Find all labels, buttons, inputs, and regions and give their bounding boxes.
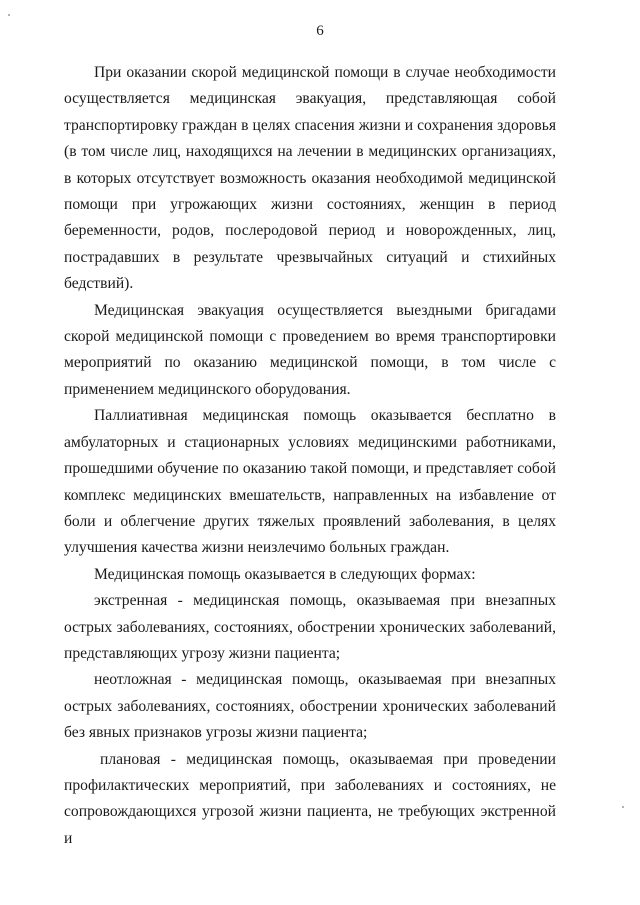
scan-speck — [622, 806, 624, 808]
page-number: 6 — [316, 23, 324, 39]
paragraph-care-forms: Медицинская помощь оказывается в следующих формах: — [94, 565, 476, 583]
paragraph-palliative-care: Паллиативная медицинская помощь оказывается бесплатно в амбулаторных и стационарных условиях медицинскими работниками, прошедшими обучение по оказанию такой помощи, и представляет собой комплекс медицинских вмешательств, направленных на избавление от боли и облегчение других тяжелых проявлений заболевания, в целях улучшения качества жизни неизлечимо больных граждан. — [64, 407, 556, 557]
scan-speck — [8, 14, 10, 16]
paragraph-evacuation-teams: Медицинская эвакуация осуществляется выездными бригадами скорой медицинской помощи с проведением во время транспортировки мероприятий по оказанию медицинской помощи, в том числе с применением медицинского оборудования. — [64, 301, 556, 398]
paragraph-form-urgent: неотложная - медицинская помощь, оказываемая при внезапных острых заболеваниях, состояниях, обострении хронических заболеваний без явных признаков угрозы жизни пациента; — [64, 671, 556, 742]
paragraph-form-emergency: экстренная - медицинская помощь, оказываемая при внезапных острых заболеваниях, состояниях, обострении хронических заболеваний, представляющих угрозу жизни пациента; — [64, 592, 556, 662]
paragraph-emergency-evacuation: При оказании скорой медицинской помощи в случае необходимости осуществляется медицинская эвакуация, представляющая собой транспортировку граждан в целях спасения жизни и сохранения здоровья (в том числе лиц, находящихся на лечении в медицинских организациях, в которых отсутствует возможность оказания необходимой медицинской помощи при угрожающих жизни состояниях, женщин в период беременности, родов, послеродовой период и новорожденных, лиц, пострадавших в результате чрезвычайных ситуаций и стихийных бедствий). — [64, 64, 556, 293]
document-body — [64, 60, 556, 852]
paragraph-form-planned: плановая - медицинская помощь, оказываемая при проведении профилактических мероприятий, при заболеваниях и состояниях, не сопровождающихся угрозой жизни пациента, не требующих экстренной и — [64, 750, 556, 847]
